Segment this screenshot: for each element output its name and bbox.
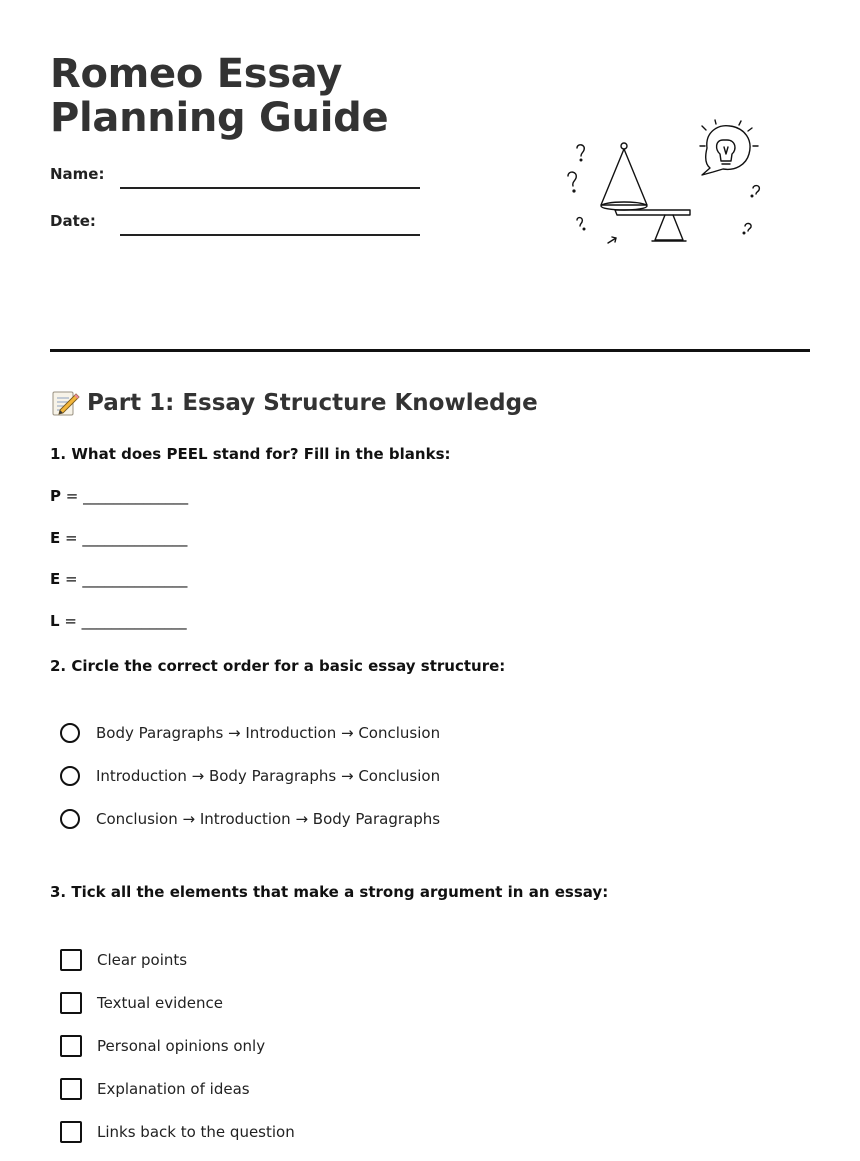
checkbox[interactable] <box>60 949 82 971</box>
name-field[interactable] <box>120 187 420 189</box>
date-label: Date: <box>50 212 96 230</box>
option-label: Body Paragraphs → Introduction → Conclusion <box>96 724 441 742</box>
order-option-2[interactable] <box>60 766 440 786</box>
option-label: Introduction → Body Paragraphs → Conclusion <box>96 767 441 785</box>
question-3: 3. Tick all the elements that make a strong argument in an essay: <box>50 883 609 901</box>
option-label: Textual evidence <box>97 994 223 1012</box>
order-option-3[interactable] <box>60 809 440 829</box>
part1-heading-text: Part 1: Essay Structure Knowledge <box>87 390 538 416</box>
name-label: Name: <box>50 165 105 183</box>
element-option-3[interactable] <box>60 1035 265 1057</box>
checkbox[interactable] <box>60 1078 82 1100</box>
checkbox[interactable] <box>60 992 82 1014</box>
checkbox[interactable] <box>60 1121 82 1143</box>
element-option-5[interactable] <box>60 1121 295 1143</box>
part1-heading <box>50 388 538 418</box>
option-label: Explanation of ideas <box>97 1080 250 1098</box>
memo-pencil-icon <box>50 388 80 418</box>
radio-button[interactable] <box>60 809 80 829</box>
option-label: Conclusion → Introduction → Body Paragraphs <box>96 810 441 828</box>
element-option-2[interactable] <box>60 992 223 1014</box>
peel-blank-l[interactable]: L = ______________ <box>50 612 187 630</box>
order-option-1[interactable] <box>60 723 440 743</box>
question-2: 2. Circle the correct order for a basic essay structure: <box>50 657 506 675</box>
option-label: Links back to the question <box>97 1123 295 1141</box>
page-title: Romeo Essay Planning Guide <box>50 51 389 141</box>
date-field[interactable] <box>120 234 420 236</box>
option-label: Personal opinions only <box>97 1037 266 1055</box>
peel-blank-e2[interactable]: E = ______________ <box>50 570 188 588</box>
checkbox[interactable] <box>60 1035 82 1057</box>
radio-button[interactable] <box>60 723 80 743</box>
header-divider <box>50 349 810 352</box>
question-1: 1. What does PEEL stand for? Fill in the blanks: <box>50 445 451 463</box>
peel-blank-e1[interactable]: E = ______________ <box>50 529 188 547</box>
radio-button[interactable] <box>60 766 80 786</box>
element-option-1[interactable] <box>60 949 187 971</box>
peel-blank-p[interactable]: P = ______________ <box>50 487 189 505</box>
option-label: Clear points <box>97 951 188 969</box>
scale-lightbulb-illustration-icon <box>555 118 770 253</box>
element-option-4[interactable] <box>60 1078 250 1100</box>
